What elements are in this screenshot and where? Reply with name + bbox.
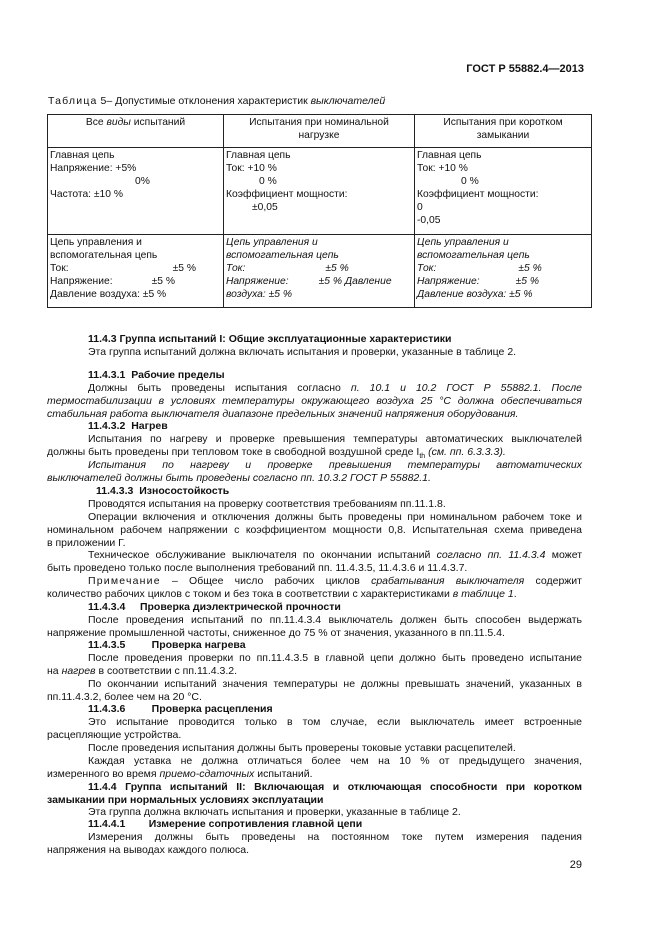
section-11-4-3-4-line2: напряжение промышленной частоты, сниженное до 75 % от значения, указанного в пп.11.5.4. <box>47 627 505 639</box>
table-caption-prefix: Таблица <box>48 95 98 107</box>
section-11-4-3-1-line2: термостабилизации в условиях температуры окружающего воздуха 25 °С должна обеспечиваться <box>47 395 582 407</box>
section-11-4-3-5-line1: После проведения проверки по пп.11.4.3.5 в главной цепи должно быть проведено испытание <box>88 652 582 664</box>
section-11-4-3-6-line2: расцепляющие устройства. <box>47 729 182 741</box>
section-11-4-3-1-line1: Должны быть проведены испытания согласно п. 10.1 и 10.2 ГОСТ Р 55882.1. После <box>88 382 582 394</box>
section-11-4-4-title-l2: замыкании при нормальных условиях эксплуатации <box>47 794 324 806</box>
section-11-4-3-5-p2-l2: пп.11.4.3.2, более чем на 20 °С. <box>47 691 202 703</box>
section-11-4-4-1-line2: напряжения на выводах каждого полюса. <box>47 844 250 856</box>
section-11-4-3-2-line3: Испытания по нагреву и проверке превышения температуры автоматических <box>88 459 582 471</box>
section-11-4-3-3-p2-l2: номинальном рабочем напряжении с коэффициентом мощности 0,8. Испытательная схема приведена <box>47 524 582 536</box>
section-11-4-3-3-p3-l2: быть проведено только после выполнения требований пп. 11.4.3.5, 11.4.3.6 и 11.4.3.7. <box>47 562 468 574</box>
section-11-4-3-2-line1: Испытания по нагреву и проверке превышения температуры автоматических выключателей <box>88 433 582 445</box>
section-11-4-3-4-heading: 11.4.3.4 Проверка диэлектрической прочности <box>88 601 341 613</box>
section-11-4-3-2-line4: выключателей должны быть проведены согласно пп. 10.3.2 ГОСТ Р 55882.1. <box>47 472 431 484</box>
table-caption-italic: выключателей <box>310 95 386 107</box>
cell-main-all: Главная цепь Напряжение: +5% 0% Частота: ±10 % <box>48 148 224 235</box>
section-11-4-3-5-p2-l1: По окончании испытаний значения температуры не должны превышать значений, указанных в <box>88 678 582 690</box>
table-caption <box>48 95 385 107</box>
section-11-4-3-1-line3: стабильная работа выключателя диапазоне предельных значений напряжения оборудования. <box>47 408 519 420</box>
standard-header: ГОСТ Р 55882.4—2013 <box>466 63 584 75</box>
section-11-4-3-3-p1: Проводятся испытания на проверку соответствия требованиям пп.11.1.8. <box>88 498 446 510</box>
cell-main-short: Главная цепь Ток: +10 % 0 % Коэффициент мощности: 0 -0,05 <box>415 148 592 235</box>
header-cell-all-tests: Все виды испытаний <box>48 115 224 148</box>
section-11-4-4-text: Эта группа должна включать испытания и проверки, указанные в таблице 2. <box>88 806 461 818</box>
section-11-4-4-1-heading: 11.4.4.1 Измерение сопротивления главной цепи <box>88 818 363 830</box>
table-caption-text: 5– Допустимые отклонения характеристик <box>97 95 311 107</box>
section-11-4-3-4-line1: После проведения испытаний по пп.11.4.3.4 выключатель должен быть способен выдержать <box>88 614 582 626</box>
section-11-4-3-6-p3-l2: измеренного во время приемо-сдаточных испытаний. <box>47 768 313 780</box>
section-11-4-3-2-heading: 11.4.3.2 Нагрев <box>88 420 168 432</box>
section-11-4-3-6-heading: 11.4.3.6 Проверка расцепления <box>88 703 273 715</box>
section-11-4-3-3-p3-l1: Техническое обслуживание выключателя по окончании испытаний согласно пп. 11.4.3.4 может <box>88 549 583 561</box>
section-11-4-3-5-line2: на нагрев в соответствии с пп.11.4.3.2. <box>47 665 238 677</box>
section-11-4-3-3-p2-l1: Операции включения и отключения должны быть проведены при номинальном рабочем токе и <box>88 511 582 523</box>
section-11-4-4-title-l1: 11.4.4 Группа испытаний II: Включающая и отключающая способности при коротком <box>88 781 582 793</box>
section-11-4-3-6-p2: После проведения испытания должны быть проверены токовые уставки расцепителей. <box>88 742 516 754</box>
cell-control-all: Цепь управления и вспомогательная цепь Ток: ±5 % Напряжение: ±5 % Давление воздуха: ±5 % <box>48 235 224 308</box>
cell-control-nominal: Цепь управления и вспомогательная цепь Ток: ±5 % Напряжение: ±5 % Давление воздуха: ±5 % <box>224 235 415 308</box>
section-11-4-3-2-line2: должны быть проведены при тепловом токе в свободной воздушной среде $I_{th}$ (см. пп. 6.3.3.3). <box>47 446 506 461</box>
cell-main-nominal: Главная цепь Ток: +10 % 0 % Коэффициент мощности: ±0,05 <box>224 148 415 235</box>
page-number: 29 <box>569 859 582 871</box>
note-line2: количество рабочих циклов с током и без тока в соответствии с характеристиками в таблице 1. <box>47 588 517 600</box>
tolerance-table <box>47 114 592 308</box>
table-row-main-circuit <box>48 148 592 235</box>
table-row-control-circuit <box>48 235 592 308</box>
cell-control-short: Цепь управления и вспомогательная цепь Ток: ±5 % Напряжение: ±5 % Давление воздуха: ±5 % <box>415 235 592 308</box>
section-11-4-3-5-heading: 11.4.3.5 Проверка нагрева <box>88 639 246 651</box>
section-11-4-3-6-p3-l1: Каждая уставка не должна отличаться более чем на 10 % от предыдущего значения, <box>88 755 582 767</box>
section-11-4-4-1-line1: Измерения должны быть проведены на постоянном токе путем измерения падения <box>88 831 582 843</box>
section-11-4-3-title: 11.4.3 Группа испытаний I: Общие эксплуатационные характеристики <box>88 333 452 345</box>
header-cell-short-circuit: Испытания при коротком замыкании <box>415 115 592 148</box>
section-11-4-3-text: Эта группа испытаний должна включать испытания и проверки, указанные в таблице 2. <box>88 346 517 358</box>
section-11-4-3-3-p2-l3: в приложении Г. <box>47 537 126 549</box>
section-11-4-3-1-heading: 11.4.3.1 Рабочие пределы <box>88 369 225 381</box>
header-cell-nominal-load: Испытания при номинальной нагрузке <box>224 115 415 148</box>
section-11-4-3-6-line1: Это испытание проводится только в том случае, если выключатель имеет встроенные <box>88 716 582 728</box>
note-line1: Примечание – Общее число рабочих циклов срабатывания выключателя содержит <box>88 575 582 587</box>
table-header-row <box>48 115 592 148</box>
section-11-4-3-3-heading: 11.4.3.3 Износостойкость <box>96 485 230 497</box>
